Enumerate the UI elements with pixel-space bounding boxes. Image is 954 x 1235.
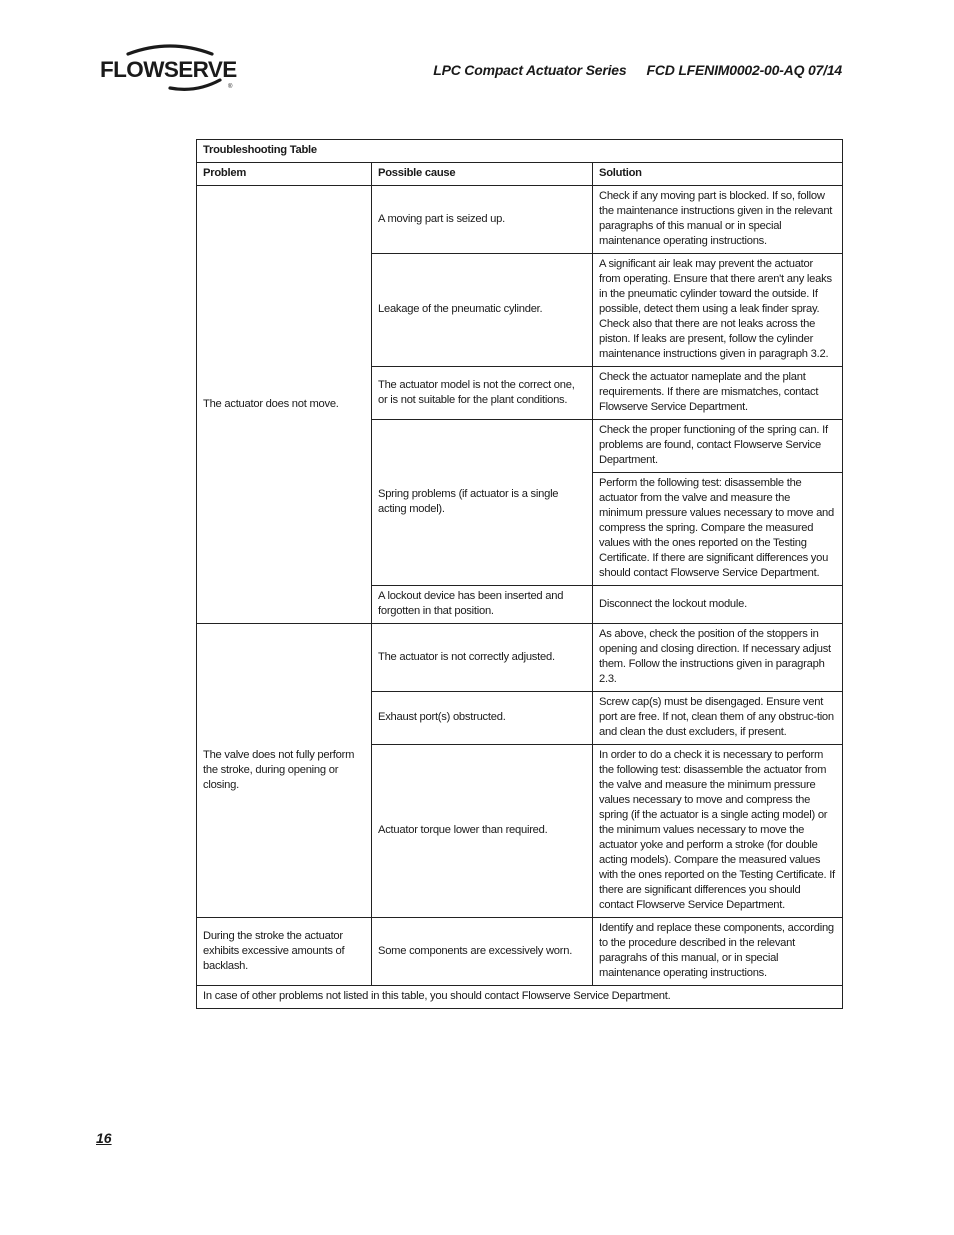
- troubleshooting-table: [196, 139, 843, 1009]
- series-title: LPC Compact Actuator Series: [433, 62, 627, 78]
- table-row: [197, 624, 843, 692]
- document-code: FCD LFENIM0002-00-AQ 07/14: [646, 62, 842, 78]
- cause-cell: A lockout device has been inserted and forgotten in that position.: [372, 586, 593, 624]
- solution-cell: In order to do a check it is necessary to perform the following test: disassemble the actuator from the valve and measure the minimum pressure values necessary to move and compress the spring (if the actuator is a single acting model) or the minimum values necessary to move the actuator yoke and perform a stroke (for double acting models). Compare the measured values with the ones reported on the Testing Certificate. If there are significant differences you should contact Flowserve Service Department.: [593, 745, 843, 918]
- solution-cell: Identify and replace these components, according to the procedure described in the relevant paragrahs of this manual, or in special maintenance operating instructions.: [593, 918, 843, 986]
- problem-cell: The actuator does not move.: [197, 186, 372, 624]
- cause-cell: The actuator model is not the correct one, or is not suitable for the plant conditions.: [372, 367, 593, 420]
- cause-cell: Spring problems (if actuator is a single acting model).: [372, 420, 593, 586]
- solution-cell: Check the actuator nameplate and the plant requirements. If there are mismatches, contact Flowserve Service Department.: [593, 367, 843, 420]
- solution-cell: Perform the following test: disassemble the actuator from the valve and measure the minimum pressure values necessary to move and compress the spring. Compare the measured values with the ones reported on the Testing Certificate. If there are significant differences you should contact Flowserve Service Department.: [593, 473, 843, 586]
- table-row: [197, 918, 843, 986]
- logo-wordmark: FLOWSERVE: [100, 57, 237, 82]
- table-title-row: [197, 140, 843, 163]
- solution-cell: Screw cap(s) must be disengaged. Ensure vent port are free. If not, clean them of any obstruc-tion and clean the dust excluders, if present.: [593, 692, 843, 745]
- cause-cell: A moving part is seized up.: [372, 186, 593, 254]
- flowserve-logo: [100, 44, 240, 96]
- page-number: 16: [96, 1130, 112, 1146]
- table-row: [197, 186, 843, 254]
- cause-cell: Exhaust port(s) obstructed.: [372, 692, 593, 745]
- column-header-solution: Solution: [593, 163, 843, 186]
- column-header-problem: Problem: [197, 163, 372, 186]
- table-header-row: [197, 163, 843, 186]
- column-header-cause: Possible cause: [372, 163, 593, 186]
- cause-cell: Some components are excessively worn.: [372, 918, 593, 986]
- cause-cell: Leakage of the pneumatic cylinder.: [372, 254, 593, 367]
- cause-cell: Actuator torque lower than required.: [372, 745, 593, 918]
- solution-cell: As above, check the position of the stoppers in opening and closing direction. If necessary adjust them. Follow the instructions given in paragraph 2.3.: [593, 624, 843, 692]
- flowserve-logo-mark: [100, 44, 240, 96]
- problem-cell: During the stroke the actuator exhibits excessive amounts of backlash.: [197, 918, 372, 986]
- solution-cell: Check if any moving part is blocked. If so, follow the maintenance instructions given in the relevant paragraphs of this manual or in special maintenance operating instructions.: [593, 186, 843, 254]
- solution-cell: Disconnect the lockout module.: [593, 586, 843, 624]
- table-footer-row: [197, 986, 843, 1009]
- table-title: Troubleshooting Table: [197, 140, 843, 163]
- svg-text:®: ®: [228, 84, 233, 90]
- cause-cell: The actuator is not correctly adjusted.: [372, 624, 593, 692]
- footer-note: In case of other problems not listed in this table, you should contact Flowserve Service Department.: [197, 986, 843, 1009]
- solution-cell: Check the proper functioning of the spring can. If problems are found, contact Flowserve Service Department.: [593, 420, 843, 473]
- problem-cell: The valve does not fully perform the stroke, during opening or closing.: [197, 624, 372, 918]
- solution-cell: A significant air leak may prevent the actuator from operating. Ensure that there aren't any leaks in the pneumatic cylinder toward the outside. If possible, detect them using a leak finder spray. Check also that there are not leaks across the piston. If leaks are present, follow the cylinder maintenance instructions given in paragraph 3.2.: [593, 254, 843, 367]
- document-header: [433, 62, 842, 78]
